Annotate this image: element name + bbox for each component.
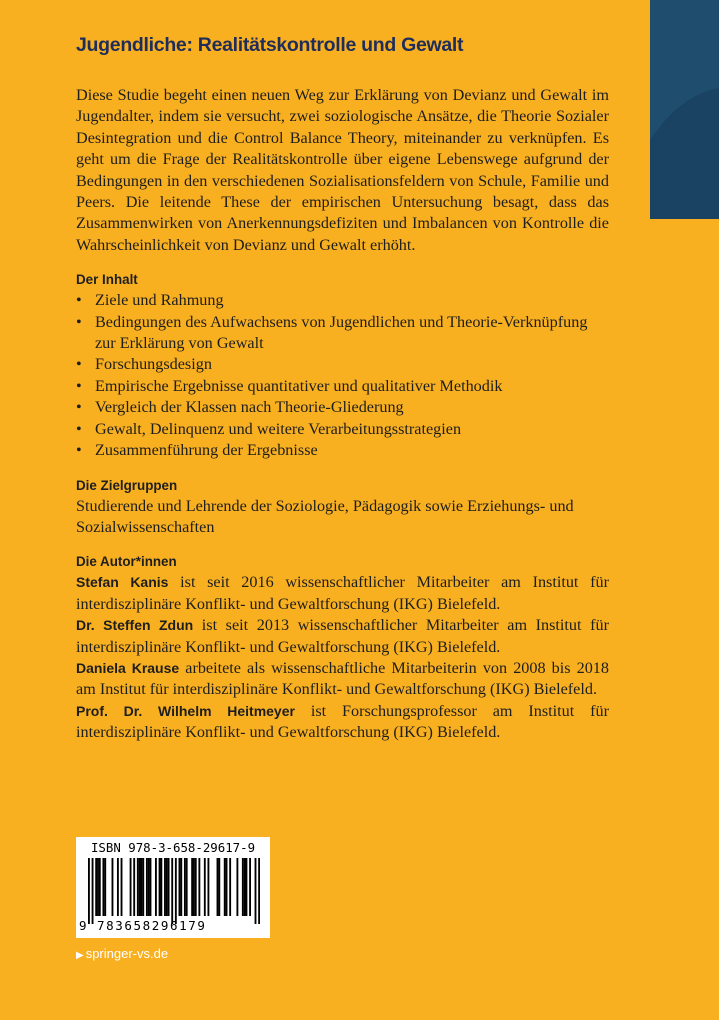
- barcode-bar: [193, 858, 195, 916]
- intro-paragraph: Diese Studie begeht einen neuen Weg zur Erklärung von Devianz und Gewalt im Jugendalter, indem sie versucht, zwei soziologische Ansätze, die Theorie Sozialer Desintegration und die Control Balance Theory, miteinander zu verknüpfen. Es geht um die Frage der Realitätskontrolle über eigene Lebenswege aufgrund der Bedingungen in den verschiedenen Sozialisationsfeldern von Schule, Familie und Peers. Die leitende These der empirischen Untersuchung besagt, dass das Zusammenwirken von Anerkennungsdefiziten und Imbalancen von Kontrolle die Wahrscheinlichkeit von Devianz und Gewalt erhöht.: [76, 86, 609, 254]
- contents-list: [76, 290, 609, 461]
- bullet-icon: •: [76, 291, 82, 310]
- barcode-bar: [95, 858, 97, 916]
- barcode-bar: [88, 858, 90, 924]
- bullet-icon: •: [76, 441, 82, 460]
- barcode-bar: [171, 858, 173, 924]
- author-bio: ist seit 2016 wissenschaftlicher Mitarbeiter am Institut für interdisziplinäre Konflikt- und Gewaltforschung (IKG) Bielefeld.: [76, 573, 609, 613]
- bullet-icon: •: [76, 355, 82, 374]
- author-entry: [76, 658, 609, 701]
- list-item: • Empirische Ergebnisse quantitativer und qualitativer Methodik: [76, 376, 609, 397]
- list-item: • Vergleich der Klassen nach Theorie-Gliederung: [76, 397, 609, 418]
- barcode-bar: [175, 858, 177, 924]
- author-entry: [76, 572, 609, 615]
- bullet-icon: •: [76, 312, 82, 331]
- barcode-bar: [137, 858, 139, 916]
- list-item: • Forschungsdesign: [76, 354, 609, 375]
- barcode-bar: [191, 858, 193, 916]
- barcode-bar: [226, 858, 228, 916]
- barcode-bar: [236, 858, 238, 916]
- barcode-bar: [244, 858, 246, 916]
- barcode-bar: [242, 858, 244, 916]
- authors-heading: Die Autor*innen: [76, 554, 177, 570]
- contents-heading: Der Inhalt: [76, 272, 138, 288]
- barcode-bar: [112, 858, 114, 916]
- author-entry: [76, 615, 609, 658]
- list-item: • Ziele und Rahmung: [76, 290, 609, 311]
- barcode-bar: [249, 858, 251, 916]
- isbn-barcode: [76, 837, 270, 938]
- barcode-bar: [99, 858, 101, 916]
- audience-heading: Die Zielgruppen: [76, 477, 178, 493]
- book-title: Jugendliche: Realitätskontrolle und Gewalt: [76, 34, 464, 56]
- audience-text: Studierende und Lehrende der Soziologie, Pädagogik sowie Erziehungs- und Sozialwissenschaften: [76, 496, 574, 536]
- barcode-bar: [204, 858, 206, 916]
- barcode-bar: [224, 858, 226, 916]
- author-bio: arbeitete als wissenschaftliche Mitarbeiterin von 2008 bis 2018 am Institut für interdisziplinäre Konflikt- und Gewaltforschung (IKG) Bielefeld.: [76, 658, 609, 699]
- barcode-bar: [104, 858, 106, 916]
- author-name: Dr. Steffen Zdun: [76, 617, 194, 634]
- list-item: • Zusammenführung der Ergebnisse: [76, 440, 609, 461]
- list-item: • Gewalt, Delinquenz und weitere Verarbeitungsstrategien: [76, 419, 609, 440]
- arrow-right-icon: ▶: [76, 950, 84, 961]
- bullet-icon: •: [76, 398, 82, 417]
- bullet-icon: •: [76, 419, 82, 438]
- barcode-bar: [184, 858, 186, 916]
- publisher-link[interactable]: [76, 946, 168, 961]
- author-bio: ist seit 2013 wissenschaftlicher Mitarbeiter am Institut für interdisziplinäre Konflikt- und Gewaltforschung (IKG) Bielefeld.: [76, 616, 609, 656]
- barcode-bar: [117, 858, 119, 916]
- barcode-bar: [150, 858, 152, 916]
- barcode-bar: [146, 858, 148, 916]
- barcode-bar: [166, 858, 168, 916]
- barcode-bar: [142, 858, 144, 916]
- barcode-bar: [160, 858, 162, 916]
- ean-digits: 783658296179: [97, 918, 207, 933]
- barcode-bar: [141, 858, 143, 916]
- barcode-bar: [207, 858, 209, 916]
- barcode-bar: [164, 858, 166, 916]
- barcode-bar: [229, 858, 231, 916]
- barcode-bar: [155, 858, 157, 916]
- corner-decoration: [650, 0, 719, 219]
- barcode-bar: [195, 858, 197, 916]
- isbn-label: ISBN 978-3-658-29617-9: [90, 840, 256, 855]
- author-name: Daniela Krause: [76, 659, 180, 676]
- barcode-bar: [92, 858, 94, 924]
- author-bio: ist Forschungsprofessor am Institut für interdisziplinäre Konflikt- und Gewaltforschung (IKG) Bielefeld.: [76, 701, 609, 742]
- barcode-bar: [217, 858, 219, 916]
- barcode-bar: [246, 858, 248, 916]
- author-name: Stefan Kanis: [76, 574, 169, 591]
- bullet-icon: •: [76, 376, 82, 395]
- back-cover-text: [76, 34, 609, 744]
- barcode-bar: [168, 858, 170, 916]
- publisher-link-text: springer-vs.de: [85, 946, 169, 961]
- barcode-bar: [97, 858, 99, 916]
- barcode-bar: [130, 858, 132, 916]
- list-item: • Bedingungen des Aufwachsens von Jugendlichen und Theorie-Verknüpfung zur Erklärung von Gewalt: [76, 312, 588, 353]
- barcode-bar: [102, 858, 104, 916]
- barcode-bar: [133, 858, 135, 916]
- barcode-bar: [179, 858, 181, 916]
- barcode-bars: [88, 858, 260, 924]
- barcode-bar: [258, 858, 260, 924]
- barcode-bar: [255, 858, 257, 924]
- barcode-bar: [186, 858, 188, 916]
- barcode-bar: [139, 858, 141, 916]
- author-entry: [76, 701, 609, 744]
- barcode-bar: [159, 858, 161, 916]
- barcode-bar: [218, 858, 220, 916]
- barcode-bar: [180, 858, 182, 916]
- ean-first-digit: 9: [79, 918, 87, 933]
- barcode-bar: [121, 858, 123, 916]
- barcode-bar: [148, 858, 150, 916]
- barcode-bar: [198, 858, 200, 916]
- author-name: Prof. Dr. Wilhelm Heitmeyer: [76, 702, 295, 719]
